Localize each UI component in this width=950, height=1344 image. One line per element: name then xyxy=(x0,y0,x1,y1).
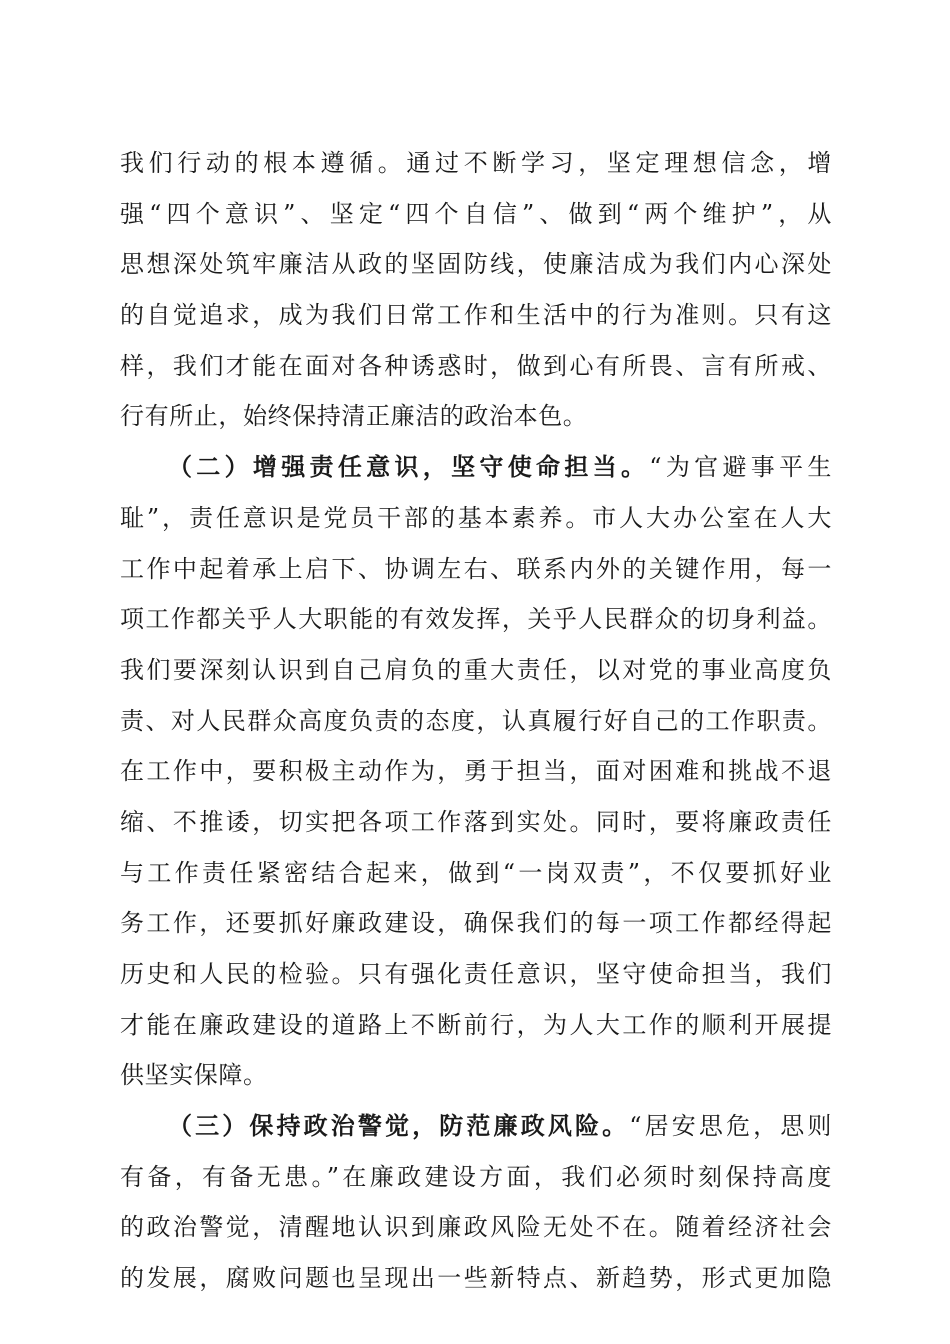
paragraph-first-line xyxy=(120,442,832,493)
text-line: 责、对人民群众高度负责的态度，认真履行好自己的工作职责。 xyxy=(120,706,832,735)
text-line: 有备，有备无患。”在廉政建设方面，我们必须时刻保持高度 xyxy=(120,1162,832,1191)
text-line: 的自觉追求，成为我们日常工作和生活中的行为准则。只有这 xyxy=(120,301,832,330)
text-line: 历史和人民的检验。只有强化责任意识，坚守使命担当，我们 xyxy=(120,960,832,988)
text-line: 缩、不推诿，切实把各项工作落到实处。同时，要将廉政责任 xyxy=(120,807,832,836)
text-line: 供坚实保障。 xyxy=(120,1061,268,1090)
text-line: 思想深处筑牢廉洁从政的坚固防线，使廉洁成为我们内心深处 xyxy=(120,250,832,279)
paragraph-2 xyxy=(120,442,832,1101)
text-line: 在工作中，要积极主动作为，勇于担当，面对困难和挑战不退 xyxy=(120,757,832,786)
text-line: 我们行动的根本遵循。通过不断学习，坚定理想信念，增 xyxy=(120,149,832,177)
text-line: 样，我们才能在面对各种诱惑时，做到心有所畏、言有所戒、 xyxy=(120,351,832,380)
text-line: 与工作责任紧密结合起来，做到“一岗双责”，不仅要抓好业 xyxy=(120,858,832,887)
text-line: 耻”，责任意识是党员干部的基本素养。市人大办公室在人大 xyxy=(120,503,832,532)
text-line: 我们要深刻认识到自己肩负的重大责任，以对党的事业高度负 xyxy=(120,655,832,684)
text-line: 的发展，腐败问题也呈现出一些新特点、新趋势，形式更加隐 xyxy=(120,1264,832,1293)
text-line: 行有所止，始终保持清正廉洁的政治本色。 xyxy=(120,402,588,431)
text-line: 强“四个意识”、坚定“四个自信”、做到“两个维护”，从 xyxy=(120,199,832,228)
paragraph-first-line xyxy=(120,1101,832,1152)
paragraph-1 xyxy=(120,138,832,442)
text-line: 项工作都关乎人大职能的有效发挥，关乎人民群众的切身利益。 xyxy=(120,605,832,634)
text-line: 的政治警觉，清醒地认识到廉政风险无处不在。随着经济社会 xyxy=(120,1213,832,1242)
text-line: 务工作，还要抓好廉政建设，确保我们的每一项工作都经得起 xyxy=(120,909,832,938)
text-line: 工作中起着承上启下、协调左右、联系内外的关键作用，每一 xyxy=(120,554,832,583)
text-run: “居安思危，思则 xyxy=(629,1112,832,1141)
text-run: “为官避事平生 xyxy=(649,453,832,482)
section-heading: （二）增强责任意识，坚守使命担当。 xyxy=(168,452,650,482)
paragraph-3 xyxy=(120,1101,832,1304)
text-line: 才能在廉政建设的道路上不断前行，为人大工作的顺利开展提 xyxy=(120,1010,832,1039)
document-body xyxy=(120,138,832,1304)
section-heading: （三）保持政治警觉，防范廉政风险。 xyxy=(168,1111,630,1141)
